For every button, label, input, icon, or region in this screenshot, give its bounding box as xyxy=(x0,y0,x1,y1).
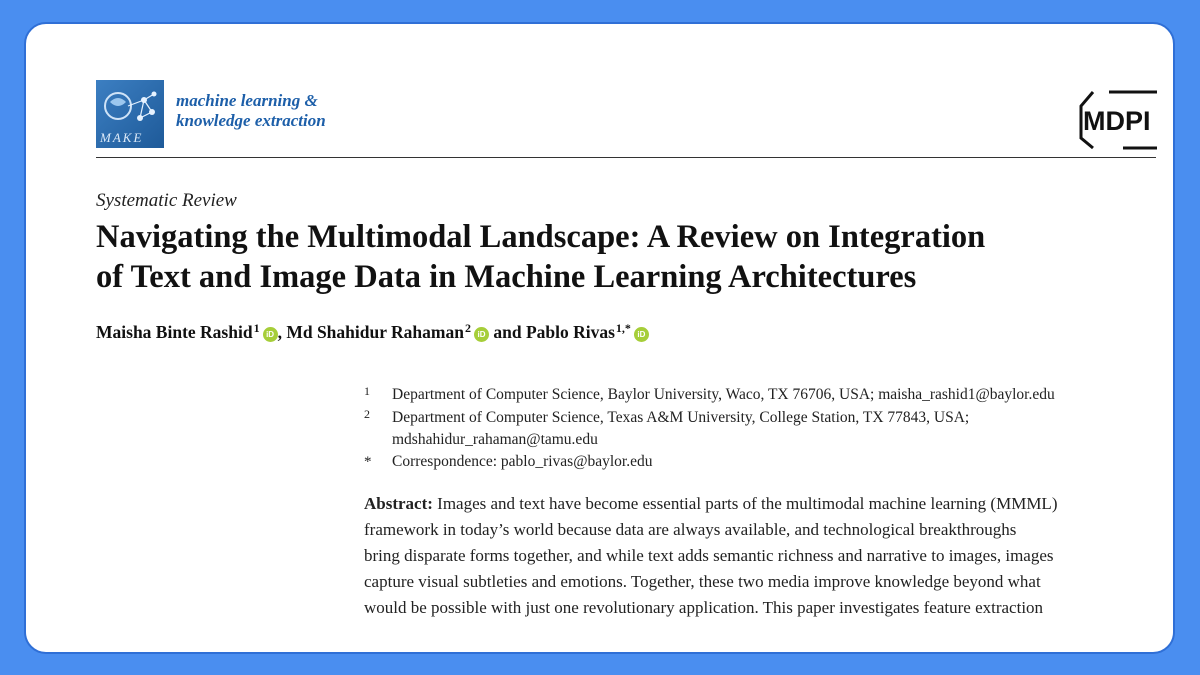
affiliation-text: Department of Computer Science, Texas A&M University, College Station, TX 77843, USA; xyxy=(392,409,970,426)
affiliation-mark: 1 xyxy=(364,384,370,398)
author-affiliation-mark: 1 xyxy=(253,321,260,335)
abstract-line: framework in today’s world because data are always available, and technological breakthroughs xyxy=(364,520,1017,539)
author-affiliation-mark: 2 xyxy=(464,321,471,335)
paper-card xyxy=(24,22,1175,654)
affiliation-text: Department of Computer Science, Baylor University, Waco, TX 76706, USA; maisha_rashid1@baylor.edu xyxy=(392,386,1055,403)
abstract xyxy=(364,491,1144,621)
author-list xyxy=(96,321,649,343)
author-name[interactable]: and Pablo Rivas xyxy=(488,322,615,342)
journal-name-line-1: machine learning & xyxy=(176,91,318,110)
article-type: Systematic Review xyxy=(96,190,237,211)
svg-text:MDPI: MDPI xyxy=(1083,106,1151,136)
correspondence-text[interactable]: Correspondence: pablo_rivas@baylor.edu xyxy=(392,453,653,470)
abstract-line: would be possible with just one revolutionary application. This paper investigates feature extraction xyxy=(364,598,1044,617)
abstract-line: capture visual subtleties and emotions. Together, these two media improve knowledge beyond what xyxy=(364,572,1041,591)
abstract-line: bring disparate forms together, and while text adds semantic richness and narrative to images, images xyxy=(364,546,1054,565)
affiliation-mark: 2 xyxy=(364,407,370,421)
svg-text:MAKE: MAKE xyxy=(100,130,144,145)
title-line-1: Navigating the Multimodal Landscape: A Review on Integration xyxy=(96,219,986,255)
abstract-line xyxy=(364,491,1144,517)
author-name[interactable]: , Md Shahidur Rahaman xyxy=(277,322,464,342)
title-line-2: of Text and Image Data in Machine Learning Architectures xyxy=(96,259,917,295)
affiliation-text[interactable]: mdshahidur_rahaman@tamu.edu xyxy=(392,431,598,448)
abstract-label: Abstract: xyxy=(364,494,433,513)
correspondence-mark: * xyxy=(364,454,372,470)
orcid-icon[interactable]: iD xyxy=(634,327,649,342)
author-name[interactable]: Maisha Binte Rashid xyxy=(96,322,253,342)
content-clip xyxy=(26,24,1144,654)
paper-page xyxy=(26,24,1175,654)
orcid-icon[interactable]: iD xyxy=(474,327,489,342)
article-title xyxy=(96,217,1144,297)
author-affiliation-mark: 1,* xyxy=(615,321,631,335)
orcid-icon[interactable]: iD xyxy=(263,327,278,342)
abstract-text: Images and text have become essential parts of the multimodal machine learning (MMML) xyxy=(432,494,1058,513)
journal-name-line-2: knowledge extraction xyxy=(176,111,326,130)
